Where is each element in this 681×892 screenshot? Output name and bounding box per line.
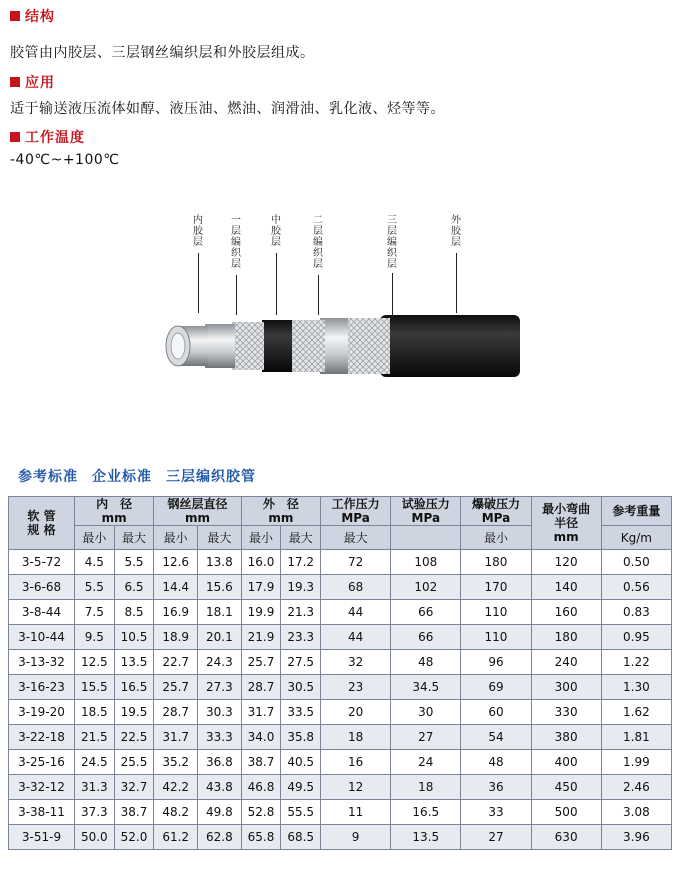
header-min: 最小 bbox=[154, 526, 198, 550]
table-cell: 10.5 bbox=[114, 625, 154, 650]
table-cell: 3-19-20 bbox=[9, 700, 75, 725]
table-cell: 5.5 bbox=[75, 575, 115, 600]
table-cell: 62.8 bbox=[198, 825, 242, 850]
table-cell: 34.0 bbox=[241, 725, 281, 750]
table-cell: 32.7 bbox=[114, 775, 154, 800]
table-cell: 32 bbox=[321, 650, 391, 675]
table-cell: 12 bbox=[321, 775, 391, 800]
table-cell: 36 bbox=[461, 775, 531, 800]
table-cell: 30.3 bbox=[198, 700, 242, 725]
structure-text: 胶管由内胶层、三层钢丝编织层和外胶层组成。 bbox=[10, 45, 315, 61]
table-cell: 43.8 bbox=[198, 775, 242, 800]
table-cell: 110 bbox=[461, 625, 531, 650]
table-cell: 66 bbox=[391, 600, 461, 625]
table-cell: 22.5 bbox=[114, 725, 154, 750]
table-cell: 18.9 bbox=[154, 625, 198, 650]
header-max: 最大 bbox=[281, 526, 321, 550]
table-cell: 27.5 bbox=[281, 650, 321, 675]
table-cell: 500 bbox=[531, 800, 601, 825]
table-cell: 38.7 bbox=[241, 750, 281, 775]
table-cell: 16.9 bbox=[154, 600, 198, 625]
table-cell: 13.5 bbox=[391, 825, 461, 850]
bullet-square-icon bbox=[10, 77, 20, 87]
table-cell: 31.7 bbox=[154, 725, 198, 750]
table-cell: 31.3 bbox=[75, 775, 115, 800]
table-row bbox=[9, 725, 672, 750]
table-cell: 630 bbox=[531, 825, 601, 850]
table-cell: 20 bbox=[321, 700, 391, 725]
header-max: 最大 bbox=[114, 526, 154, 550]
table-cell: 68.5 bbox=[281, 825, 321, 850]
table-cell: 38.7 bbox=[114, 800, 154, 825]
table-cell: 16.5 bbox=[391, 800, 461, 825]
layer-label-middle: 中胶层 bbox=[271, 215, 281, 248]
table-cell: 42.2 bbox=[154, 775, 198, 800]
table-cell: 12.5 bbox=[75, 650, 115, 675]
header-min: 最小 bbox=[241, 526, 281, 550]
table-cell: 28.7 bbox=[154, 700, 198, 725]
table-cell: 35.2 bbox=[154, 750, 198, 775]
table-cell: 330 bbox=[531, 700, 601, 725]
hose-diagram bbox=[150, 215, 540, 395]
table-cell: 13.5 bbox=[114, 650, 154, 675]
table-row bbox=[9, 675, 672, 700]
table-cell: 0.95 bbox=[601, 625, 671, 650]
table-cell: 18 bbox=[391, 775, 461, 800]
header-weight-unit: Kg/m bbox=[601, 526, 671, 550]
table-cell: 300 bbox=[531, 675, 601, 700]
table-row bbox=[9, 825, 672, 850]
table-cell: 21.9 bbox=[241, 625, 281, 650]
table-cell: 3-38-11 bbox=[9, 800, 75, 825]
table-cell: 450 bbox=[531, 775, 601, 800]
table-cell: 110 bbox=[461, 600, 531, 625]
table-cell: 3-8-44 bbox=[9, 600, 75, 625]
table-cell: 180 bbox=[461, 550, 531, 575]
table-cell: 16.0 bbox=[241, 550, 281, 575]
table-cell: 17.2 bbox=[281, 550, 321, 575]
table-row bbox=[9, 600, 672, 625]
table-cell: 35.8 bbox=[281, 725, 321, 750]
table-cell: 34.5 bbox=[391, 675, 461, 700]
table-cell: 7.5 bbox=[75, 600, 115, 625]
bullet-square-icon bbox=[10, 11, 20, 21]
table-cell: 18.5 bbox=[75, 700, 115, 725]
table-cell: 27.3 bbox=[198, 675, 242, 700]
table-cell: 0.56 bbox=[601, 575, 671, 600]
table-cell: 5.5 bbox=[114, 550, 154, 575]
table-cell: 27 bbox=[391, 725, 461, 750]
table-cell: 170 bbox=[461, 575, 531, 600]
table-cell: 20.1 bbox=[198, 625, 242, 650]
table-cell: 15.5 bbox=[75, 675, 115, 700]
temperature-text: -40℃~+100℃ bbox=[10, 152, 120, 168]
table-cell: 400 bbox=[531, 750, 601, 775]
table-cell: 66 bbox=[391, 625, 461, 650]
table-row bbox=[9, 775, 672, 800]
table-cell: 16 bbox=[321, 750, 391, 775]
table-cell: 1.30 bbox=[601, 675, 671, 700]
table-cell: 14.4 bbox=[154, 575, 198, 600]
table-cell: 49.5 bbox=[281, 775, 321, 800]
table-row bbox=[9, 700, 672, 725]
table-cell: 25.5 bbox=[114, 750, 154, 775]
table-cell: 3-16-23 bbox=[9, 675, 75, 700]
section-heading-temperature bbox=[10, 127, 85, 147]
header-burst-pressure: 爆破压力 MPa bbox=[461, 497, 531, 526]
table-cell: 31.7 bbox=[241, 700, 281, 725]
header-inner-diameter: 内 径 mm bbox=[75, 497, 154, 526]
table-cell: 0.50 bbox=[601, 550, 671, 575]
table-cell: 54 bbox=[461, 725, 531, 750]
table-cell: 37.3 bbox=[75, 800, 115, 825]
bullet-square-icon bbox=[10, 132, 20, 142]
table-cell: 52.0 bbox=[114, 825, 154, 850]
table-cell: 3-51-9 bbox=[9, 825, 75, 850]
layer-label-outer: 外胶层 bbox=[451, 215, 461, 248]
table-cell: 3.96 bbox=[601, 825, 671, 850]
header-min: 最小 bbox=[461, 526, 531, 550]
heading-text: 应用 bbox=[25, 75, 55, 91]
hose-cutaway-icon bbox=[150, 310, 540, 400]
leader-line bbox=[236, 275, 237, 315]
table-row bbox=[9, 575, 672, 600]
header-blank bbox=[391, 526, 461, 550]
table-cell: 16.5 bbox=[114, 675, 154, 700]
table-cell: 19.3 bbox=[281, 575, 321, 600]
leader-line bbox=[392, 273, 393, 315]
section-heading-structure bbox=[10, 6, 55, 26]
table-cell: 0.83 bbox=[601, 600, 671, 625]
layer-label-braid3: 三层编织层 bbox=[387, 215, 397, 270]
layer-label-braid1: 一层编织层 bbox=[231, 215, 241, 270]
header-max: 最大 bbox=[321, 526, 391, 550]
table-cell: 12.6 bbox=[154, 550, 198, 575]
table-cell: 30 bbox=[391, 700, 461, 725]
table-cell: 24.5 bbox=[75, 750, 115, 775]
table-title-standard: 参考标准 bbox=[18, 469, 78, 485]
application-text: 适于输送液压流体如醇、液压油、燃油、润滑油、乳化液、烃等等。 bbox=[10, 101, 445, 117]
header-bend-radius: 最小弯曲 半径 mm bbox=[531, 497, 601, 550]
header-test-pressure: 试验压力 MPa bbox=[391, 497, 461, 526]
table-cell: 8.5 bbox=[114, 600, 154, 625]
table-cell: 44 bbox=[321, 600, 391, 625]
table-row bbox=[9, 750, 672, 775]
table-cell: 11 bbox=[321, 800, 391, 825]
table-cell: 4.5 bbox=[75, 550, 115, 575]
table-cell: 33.5 bbox=[281, 700, 321, 725]
table-cell: 3-6-68 bbox=[9, 575, 75, 600]
header-working-pressure: 工作压力 MPa bbox=[321, 497, 391, 526]
table-title-enterprise: 企业标准 bbox=[92, 469, 152, 485]
table-cell: 9 bbox=[321, 825, 391, 850]
table-cell: 25.7 bbox=[241, 650, 281, 675]
table-cell: 3-5-72 bbox=[9, 550, 75, 575]
table-cell: 108 bbox=[391, 550, 461, 575]
table-title bbox=[18, 466, 270, 486]
heading-text: 工作温度 bbox=[25, 130, 85, 146]
leader-line bbox=[318, 275, 319, 315]
table-cell: 69 bbox=[461, 675, 531, 700]
table-cell: 96 bbox=[461, 650, 531, 675]
table-cell: 44 bbox=[321, 625, 391, 650]
table-cell: 50.0 bbox=[75, 825, 115, 850]
table-cell: 72 bbox=[321, 550, 391, 575]
table-cell: 33 bbox=[461, 800, 531, 825]
table-cell: 19.5 bbox=[114, 700, 154, 725]
table-cell: 49.8 bbox=[198, 800, 242, 825]
table-cell: 3-32-12 bbox=[9, 775, 75, 800]
table-cell: 17.9 bbox=[241, 575, 281, 600]
table-cell: 3-25-16 bbox=[9, 750, 75, 775]
table-cell: 61.2 bbox=[154, 825, 198, 850]
table-cell: 46.8 bbox=[241, 775, 281, 800]
table-cell: 19.9 bbox=[241, 600, 281, 625]
header-wire-diameter: 钢丝层直径 mm bbox=[154, 497, 241, 526]
leader-line bbox=[276, 253, 277, 315]
table-cell: 3-22-18 bbox=[9, 725, 75, 750]
table-cell: 3-13-32 bbox=[9, 650, 75, 675]
table-row bbox=[9, 800, 672, 825]
leader-line bbox=[198, 253, 199, 313]
table-cell: 120 bbox=[531, 550, 601, 575]
table-cell: 24 bbox=[391, 750, 461, 775]
table-cell: 13.8 bbox=[198, 550, 242, 575]
table-cell: 102 bbox=[391, 575, 461, 600]
table-cell: 21.5 bbox=[75, 725, 115, 750]
table-cell: 2.46 bbox=[601, 775, 671, 800]
table-cell: 18 bbox=[321, 725, 391, 750]
table-cell: 25.7 bbox=[154, 675, 198, 700]
header-spec: 软 管 规 格 bbox=[9, 497, 75, 550]
table-cell: 6.5 bbox=[114, 575, 154, 600]
table-cell: 40.5 bbox=[281, 750, 321, 775]
table-cell: 380 bbox=[531, 725, 601, 750]
table-cell: 1.62 bbox=[601, 700, 671, 725]
table-cell: 3-10-44 bbox=[9, 625, 75, 650]
table-cell: 1.99 bbox=[601, 750, 671, 775]
table-row bbox=[9, 625, 672, 650]
table-cell: 33.3 bbox=[198, 725, 242, 750]
table-cell: 48 bbox=[391, 650, 461, 675]
table-cell: 30.5 bbox=[281, 675, 321, 700]
section-heading-application bbox=[10, 72, 55, 92]
table-cell: 23.3 bbox=[281, 625, 321, 650]
layer-label-inner: 内胶层 bbox=[193, 215, 203, 248]
table-cell: 3.08 bbox=[601, 800, 671, 825]
table-row bbox=[9, 650, 672, 675]
table-cell: 36.8 bbox=[198, 750, 242, 775]
table-cell: 28.7 bbox=[241, 675, 281, 700]
table-cell: 18.1 bbox=[198, 600, 242, 625]
table-cell: 52.8 bbox=[241, 800, 281, 825]
table-title-product: 三层编织胶管 bbox=[166, 469, 256, 485]
leader-line bbox=[456, 253, 457, 313]
table-cell: 9.5 bbox=[75, 625, 115, 650]
spec-table bbox=[8, 496, 672, 850]
header-max: 最大 bbox=[198, 526, 242, 550]
table-cell: 15.6 bbox=[198, 575, 242, 600]
table-cell: 21.3 bbox=[281, 600, 321, 625]
table-cell: 48 bbox=[461, 750, 531, 775]
layer-label-braid2: 二层编织层 bbox=[313, 215, 323, 270]
table-cell: 55.5 bbox=[281, 800, 321, 825]
table-cell: 65.8 bbox=[241, 825, 281, 850]
table-row bbox=[9, 550, 672, 575]
table-cell: 68 bbox=[321, 575, 391, 600]
table-cell: 140 bbox=[531, 575, 601, 600]
table-cell: 48.2 bbox=[154, 800, 198, 825]
table-cell: 180 bbox=[531, 625, 601, 650]
table-cell: 24.3 bbox=[198, 650, 242, 675]
table-cell: 1.81 bbox=[601, 725, 671, 750]
header-min: 最小 bbox=[75, 526, 115, 550]
table-cell: 160 bbox=[531, 600, 601, 625]
table-cell: 27 bbox=[461, 825, 531, 850]
table-cell: 1.22 bbox=[601, 650, 671, 675]
table-cell: 22.7 bbox=[154, 650, 198, 675]
header-weight: 参考重量 bbox=[601, 497, 671, 526]
heading-text: 结构 bbox=[25, 9, 55, 25]
table-cell: 240 bbox=[531, 650, 601, 675]
table-cell: 60 bbox=[461, 700, 531, 725]
table-cell: 23 bbox=[321, 675, 391, 700]
header-outer-diameter: 外 径 mm bbox=[241, 497, 320, 526]
